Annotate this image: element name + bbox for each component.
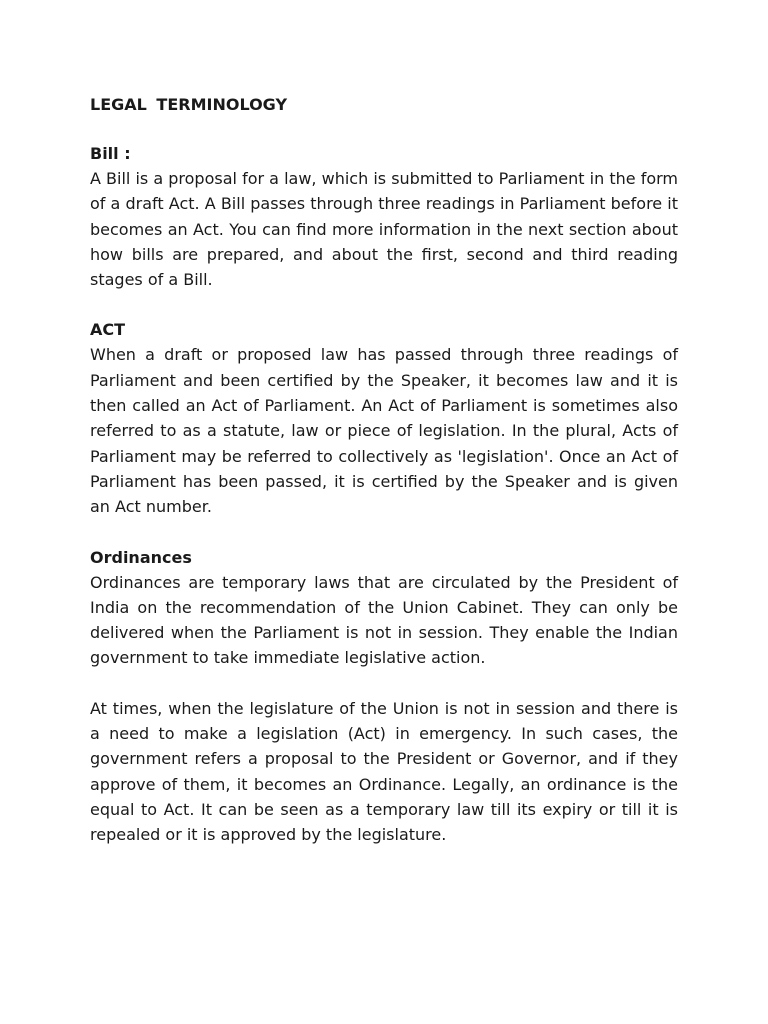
paragraph-bill-definition: A Bill is a proposal for a law, which is submitted to Parliament in the form of a draft Act. A Bill passes through three readings in Parliament before it becomes an Act. You can find more information in the next section about how bills are prepared, and about the first, second and third reading stages of a Bill. xyxy=(90,169,678,290)
paragraph-ordinances-emergency: At times, when the legislature of the Union is not in session and there is a need to make a legislation (Act) in emergency. In such cases, the government refers a proposal to the President or Governor, and if they approve of them, it becomes an Ordinance. Legally, an ordinance is the equal to Act. It can be seen as a temporary law till its expiry or till it is repealed or it is approved by the legislature. xyxy=(90,698,678,845)
paragraph-act-definition: When a draft or proposed law has passed through three readings of Parliament and been certified by the Speaker, it becomes law and it is then called an Act of Parliament. An Act of Parliament is sometimes also referred to as a statute, law or piece of legislation. In the plural, Acts of Parliament may be referred to collectively as 'legislation'. Once an Act of Parliament has been passed, it is certified by the Speaker and is given an Act number. xyxy=(90,345,678,517)
section-heading-bill: Bill : xyxy=(90,144,131,163)
document-title: LEGAL TERMINOLOGY xyxy=(90,95,288,114)
section-act xyxy=(90,317,678,519)
paragraph-ordinances-definition: Ordinances are temporary laws that are circulated by the President of India on the recommendation of the Union Cabinet. They can only be delivered when the Parliament is not in session. They enable the Indian government to take immediate legislative action. xyxy=(90,572,678,668)
section-ordinances xyxy=(90,545,678,848)
section-bill xyxy=(90,141,678,292)
section-heading-act: ACT xyxy=(90,320,126,340)
document-body xyxy=(90,94,678,873)
section-heading-ordinances: Ordinances xyxy=(90,547,192,567)
